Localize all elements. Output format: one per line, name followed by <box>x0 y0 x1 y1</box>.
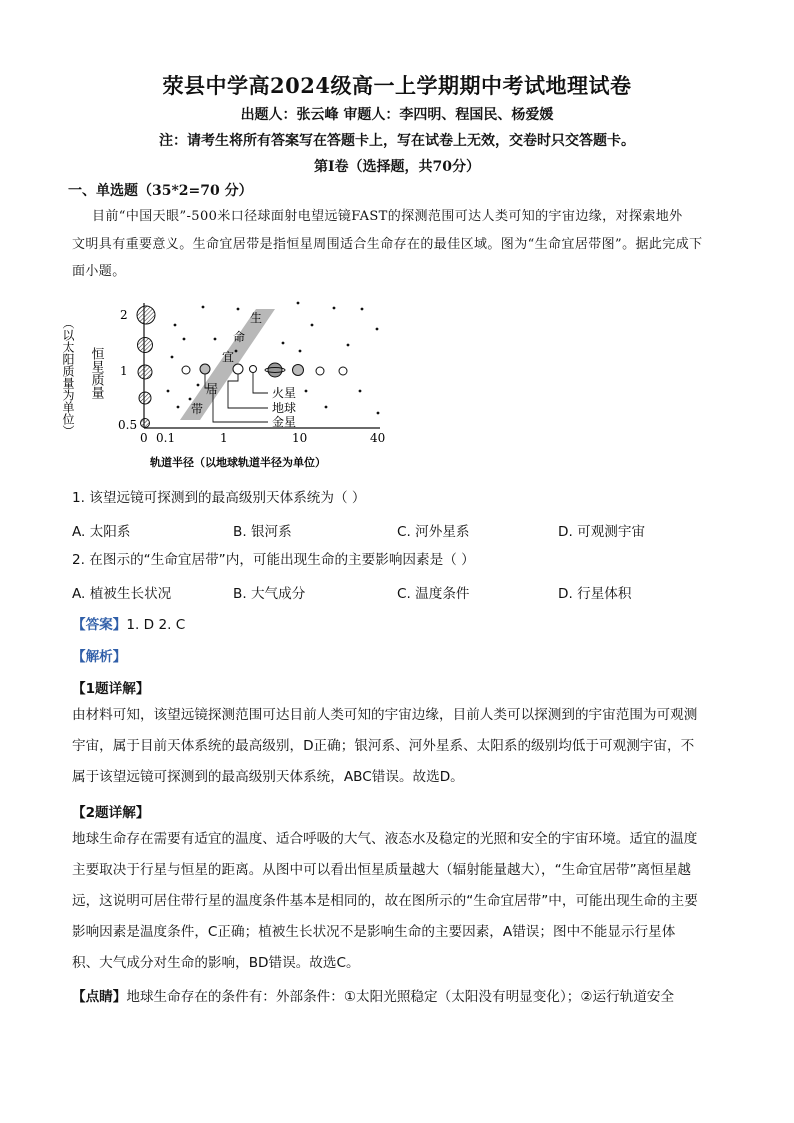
label-mars: 火星 <box>272 386 297 400</box>
x-tick-1: 1 <box>220 431 228 445</box>
intro-line-3: 面小题。 <box>72 264 126 279</box>
exam-title: 荥县中学高2024级高一上学期期中考试地理试卷 <box>162 73 632 98</box>
q1-option-c[interactable]: C. 河外星系 <box>397 524 470 540</box>
q1-option-a[interactable]: A. 太阳系 <box>72 524 131 540</box>
detail-1-line-3: 属于该望远镜可探测到的最高级别天体系统，ABC错误。故选D。 <box>72 769 464 785</box>
belt-char-5: 带 <box>191 402 204 416</box>
q2-option-a[interactable]: A. 植被生长状况 <box>72 586 172 602</box>
answer-line <box>72 613 185 633</box>
planet-uranus <box>316 367 324 375</box>
tip-line <box>72 982 732 1013</box>
label-earth: 地球 <box>272 401 297 415</box>
planet-mars <box>250 366 257 373</box>
x-tick-40: 40 <box>370 431 386 445</box>
volume-title: 第Ⅰ卷（选择题，共70分） <box>313 159 481 175</box>
setters-line: 出题人：张云峰 审题人：李四明、程国民、杨爱媛 <box>240 107 554 123</box>
planet-saturn <box>293 365 304 376</box>
answer-tag: 【答案】 <box>72 617 127 633</box>
detail-2-line-5: 积、大气成分对生命的影响，BD错误。故选C。 <box>72 955 360 971</box>
star-1 <box>138 365 152 379</box>
planet-jupiter <box>268 363 282 377</box>
notice-line: 注：请考生将所有答案写在答题卡上，写在试卷上无效，交卷时只交答题卡。 <box>159 133 635 149</box>
detail-2-line-2: 主要取决于行星与恒星的距离。从图中可以看出恒星质量越大（辐射能量越大），“生命宜居带”离恒星越 <box>72 862 692 878</box>
analysis-tag: 【解析】 <box>72 649 127 665</box>
question-2-stem: 2. 在图示的“生命宜居带”内，可能出现生命的主要影响因素是（ ） <box>72 552 475 568</box>
y-tick-1: 1 <box>120 364 128 378</box>
detail-2-line-3: 远，这说明可居住带行星的温度条件基本是相同的，故在图所示的“生命宜居带”中，可能出现生命的主要 <box>72 893 698 909</box>
q2-option-c[interactable]: C. 温度条件 <box>397 586 470 602</box>
q1-option-b[interactable]: B. 银河系 <box>233 524 292 540</box>
tip-text: 地球生命存在的条件有：外部条件：①太阳光照稳定（太阳没有明显变化）；②运行轨道安全 <box>126 989 675 1005</box>
analysis-line <box>72 645 126 665</box>
question-1-stem: 1. 该望远镜可探测到的最高级别天体系统为（ ） <box>72 490 366 506</box>
answer-text: 1. D 2. C <box>126 617 186 633</box>
planet-mercury <box>182 366 190 374</box>
y-tick-0.5: 0.5 <box>118 418 138 432</box>
planet-earth <box>233 364 243 374</box>
x-tick-0.1: 0.1 <box>156 431 176 445</box>
intro-line-2: 文明具有重要意义。生命宜居带是指恒星周围适合生命存在的最佳区域。图为“生命宜居带图”。据此完成下 <box>72 237 703 252</box>
detail-1-line-2: 宇宙，属于目前天体系统的最高级别，D正确；银河系、河外星系、太阳系的级别均低于可观测宇宙，不 <box>72 738 695 754</box>
y-label-main: 恒星质量 <box>88 347 104 399</box>
star-0.8 <box>139 392 151 404</box>
habitable-zone-figure <box>60 295 400 475</box>
leader-earth <box>228 374 268 408</box>
x-caption: 轨道半径（以地球轨道半径为单位） <box>150 456 326 469</box>
star-0.5 <box>141 419 150 428</box>
belt-char-3: 宜 <box>222 350 235 364</box>
planet-neptune <box>339 367 347 375</box>
intro-line-1: 目前“中国天眼”-500米口径球面射电望远镜FAST的探测范围可达人类可知的宇宙边缘，对探索地外 <box>92 209 683 224</box>
belt-char-2: 命 <box>233 330 246 344</box>
y-tick-2: 2 <box>120 308 128 322</box>
detail-2-line-4: 影响因素是温度条件，C正确；植被生长状况不是影响生命的主要因素，A错误；图中不能显示行星体 <box>72 924 676 940</box>
belt-char-4: 居 <box>206 382 219 396</box>
detail-2-line-1: 地球生命存在需要有适宜的温度、适合呼吸的大气、液态水及稳定的光照和安全的宇宙环境。适宜的温度 <box>72 831 698 847</box>
q2-option-d[interactable]: D. 行星体积 <box>558 586 632 602</box>
x-tick-0: 0 <box>140 431 148 445</box>
q2-option-b[interactable]: B. 大气成分 <box>233 586 306 602</box>
x-tick-10: 10 <box>292 431 308 445</box>
tip-tag: 【点睛】 <box>72 989 127 1005</box>
detail-2-body <box>72 824 732 979</box>
planet-venus <box>200 364 210 374</box>
belt-char-1: 生 <box>250 311 263 325</box>
star-2 <box>137 306 155 324</box>
leader-mars <box>253 373 268 393</box>
detail-1-line-1: 由材料可知，该望远镜探测范围可达目前人类可知的宇宙边缘，目前人类可以探测到的宇宙范围为可观测 <box>72 707 698 723</box>
y-label-paren: （以太阳质量为单位） <box>61 317 75 437</box>
label-venus: 金星 <box>272 415 297 429</box>
section-heading: 一、单选题（35*2=70 分） <box>68 183 253 199</box>
detail-2-heading: 【2题详解】 <box>72 805 150 821</box>
detail-1-body <box>72 700 732 793</box>
star-1.5 <box>138 338 153 353</box>
detail-1-heading: 【1题详解】 <box>72 681 150 697</box>
q1-option-d[interactable]: D. 可观测宇宙 <box>558 524 646 540</box>
